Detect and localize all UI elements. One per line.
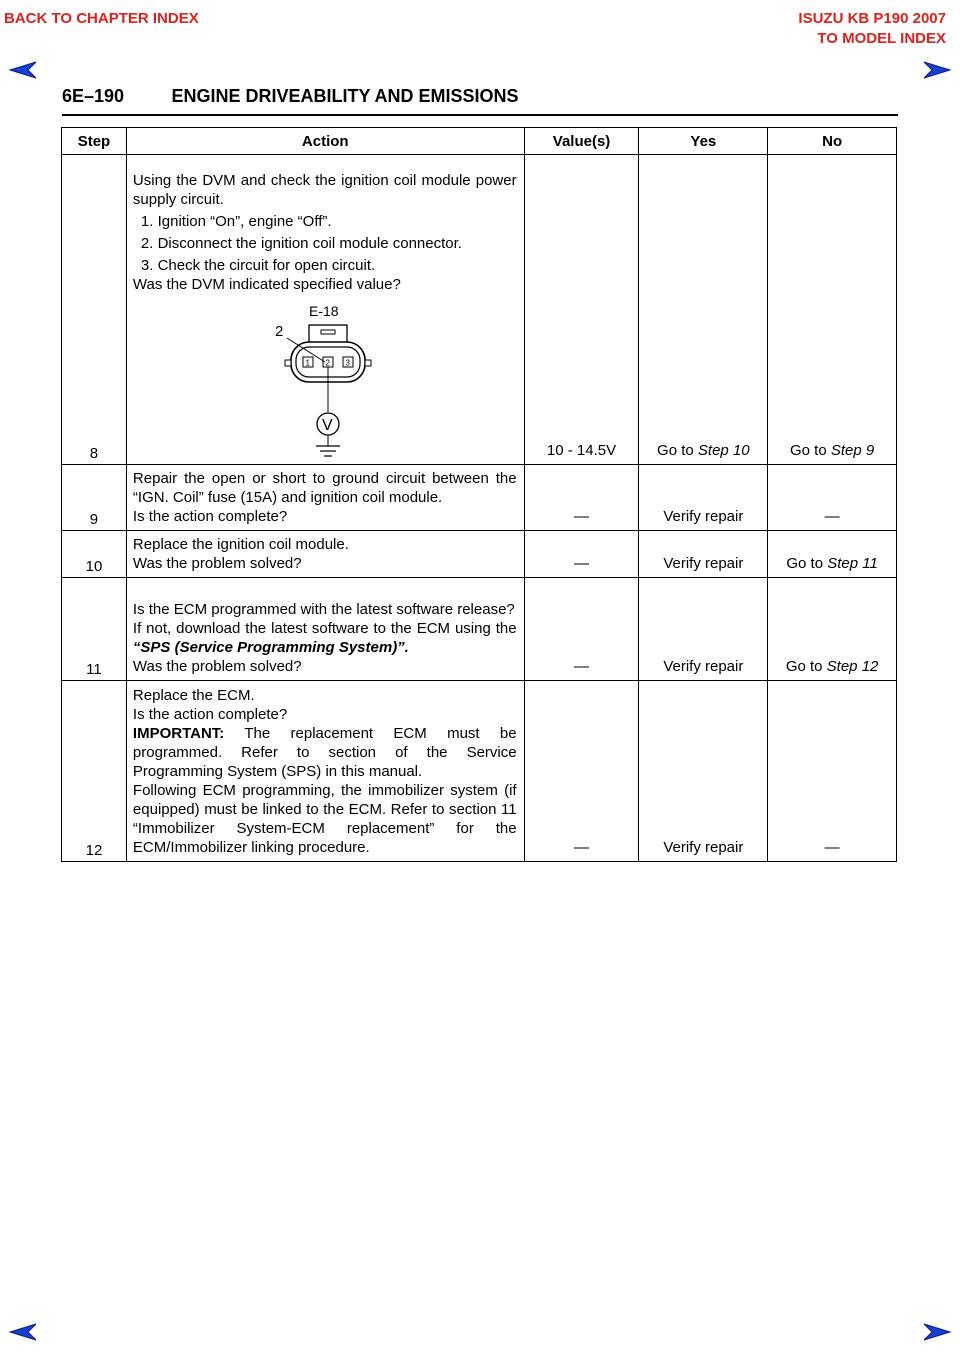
pin-label: 2 — [274, 323, 284, 340]
sps-reference: “SPS (Service Programming System)”. — [132, 639, 409, 656]
step-number: 9 — [62, 465, 127, 531]
connector-label: E-18 — [308, 303, 339, 319]
action-text: Using the DVM and check the ignition coil module power supply circuit. — [132, 172, 517, 208]
action-cell — [126, 531, 524, 578]
yes-cell: Verify repair — [639, 531, 768, 578]
to-model-index-link[interactable]: TO MODEL INDEX — [817, 30, 946, 47]
action-text: Replace the ignition coil module. — [132, 536, 349, 553]
action-text: Following ECM programming, the immobilizer system (if equipped) must be linked to the ECM. Refer to section 11 “Immobilizer System-ECM replacement” for the ECM/Immobilizer linking procedure. — [132, 782, 517, 856]
model-title-link[interactable]: ISUZU KB P190 2007 — [798, 10, 946, 27]
no-cell: — — [768, 681, 897, 862]
go-to-step-11-link[interactable]: Step 11 — [827, 555, 878, 572]
step-number: 8 — [62, 155, 127, 465]
previous-page-arrow-bottom-icon[interactable] — [8, 1322, 40, 1342]
previous-page-arrow-icon[interactable] — [8, 60, 40, 80]
table-row — [62, 681, 897, 862]
step-number: 10 — [62, 531, 127, 578]
action-question: Is the action complete? — [132, 706, 288, 723]
value-cell: 10 - 14.5V — [524, 155, 639, 465]
yes-cell: Verify repair — [639, 465, 768, 531]
table-header-row — [62, 128, 897, 155]
pin-1-label: 1 — [305, 358, 310, 368]
go-to-step-10-link[interactable]: Step 10 — [697, 442, 750, 459]
important-label: IMPORTANT: — [132, 725, 225, 742]
page-header — [62, 86, 898, 116]
no-prefix: Go to — [789, 442, 831, 459]
go-to-step-12-link[interactable]: Step 12 — [826, 658, 879, 675]
connector-voltmeter-diagram — [273, 300, 403, 460]
action-substep: 2. Disconnect the ignition coil module connector. — [140, 235, 462, 252]
important-note: IMPORTANT: The replacement ECM must be programmed. Refer to section of the Service Programming System (SPS) in this manual. — [132, 725, 517, 780]
voltmeter-label: V — [321, 417, 333, 434]
value-cell: — — [524, 531, 639, 578]
yes-prefix: Go to — [657, 442, 698, 459]
yes-cell: Verify repair — [639, 681, 768, 862]
action-cell — [126, 155, 524, 465]
step-number: 12 — [62, 681, 127, 862]
action-substep: 1. Ignition “On”, engine “Off”. — [140, 213, 332, 230]
action-text: Is the ECM programmed with the latest software release? — [132, 601, 515, 618]
no-prefix: Go to — [785, 658, 827, 675]
table-row — [62, 578, 897, 681]
column-header-yes: Yes — [639, 128, 768, 155]
pin-3-label: 3 — [345, 358, 350, 368]
yes-cell: Verify repair — [639, 578, 768, 681]
step-number: 11 — [62, 578, 127, 681]
action-question: Was the problem solved? — [132, 555, 302, 572]
action-text: Repair the open or short to ground circuit between the “IGN. Coil” fuse (15A) and ignition coil module. — [132, 470, 517, 506]
value-cell: — — [524, 578, 639, 681]
pin-2-label: 2 — [325, 358, 330, 368]
next-page-arrow-bottom-icon[interactable] — [920, 1322, 952, 1342]
action-question: Was the problem solved? — [132, 658, 302, 675]
diagnostic-table — [61, 127, 897, 862]
yes-cell — [639, 155, 768, 465]
page-number: 6E–190 — [62, 86, 125, 106]
action-question: Is the action complete? — [132, 508, 288, 525]
table-row — [62, 531, 897, 578]
value-cell: — — [524, 465, 639, 531]
column-header-step: Step — [62, 128, 127, 155]
value-cell: — — [524, 681, 639, 862]
no-cell: — — [768, 465, 897, 531]
table-row — [62, 155, 897, 465]
no-cell — [768, 155, 897, 465]
page-title: ENGINE DRIVEABILITY AND EMISSIONS — [171, 86, 519, 106]
column-header-action: Action — [126, 128, 524, 155]
column-header-values: Value(s) — [524, 128, 639, 155]
back-to-chapter-index-link[interactable]: BACK TO CHAPTER INDEX — [4, 10, 199, 27]
action-text: If not, download the latest software to the ECM using the “SPS (Service Programming System)”. — [132, 620, 517, 656]
no-cell — [768, 578, 897, 681]
no-cell — [768, 531, 897, 578]
action-cell — [126, 681, 524, 862]
action-cell — [126, 578, 524, 681]
action-text: Replace the ECM. — [132, 687, 255, 704]
action-question: Was the DVM indicated specified value? — [132, 276, 401, 293]
column-header-no: No — [768, 128, 897, 155]
action-substep: 3. Check the circuit for open circuit. — [140, 257, 376, 274]
next-page-arrow-icon[interactable] — [920, 60, 952, 80]
table-row — [62, 465, 897, 531]
action-cell — [126, 465, 524, 531]
go-to-step-9-link[interactable]: Step 9 — [830, 442, 875, 459]
no-prefix: Go to — [786, 555, 828, 572]
